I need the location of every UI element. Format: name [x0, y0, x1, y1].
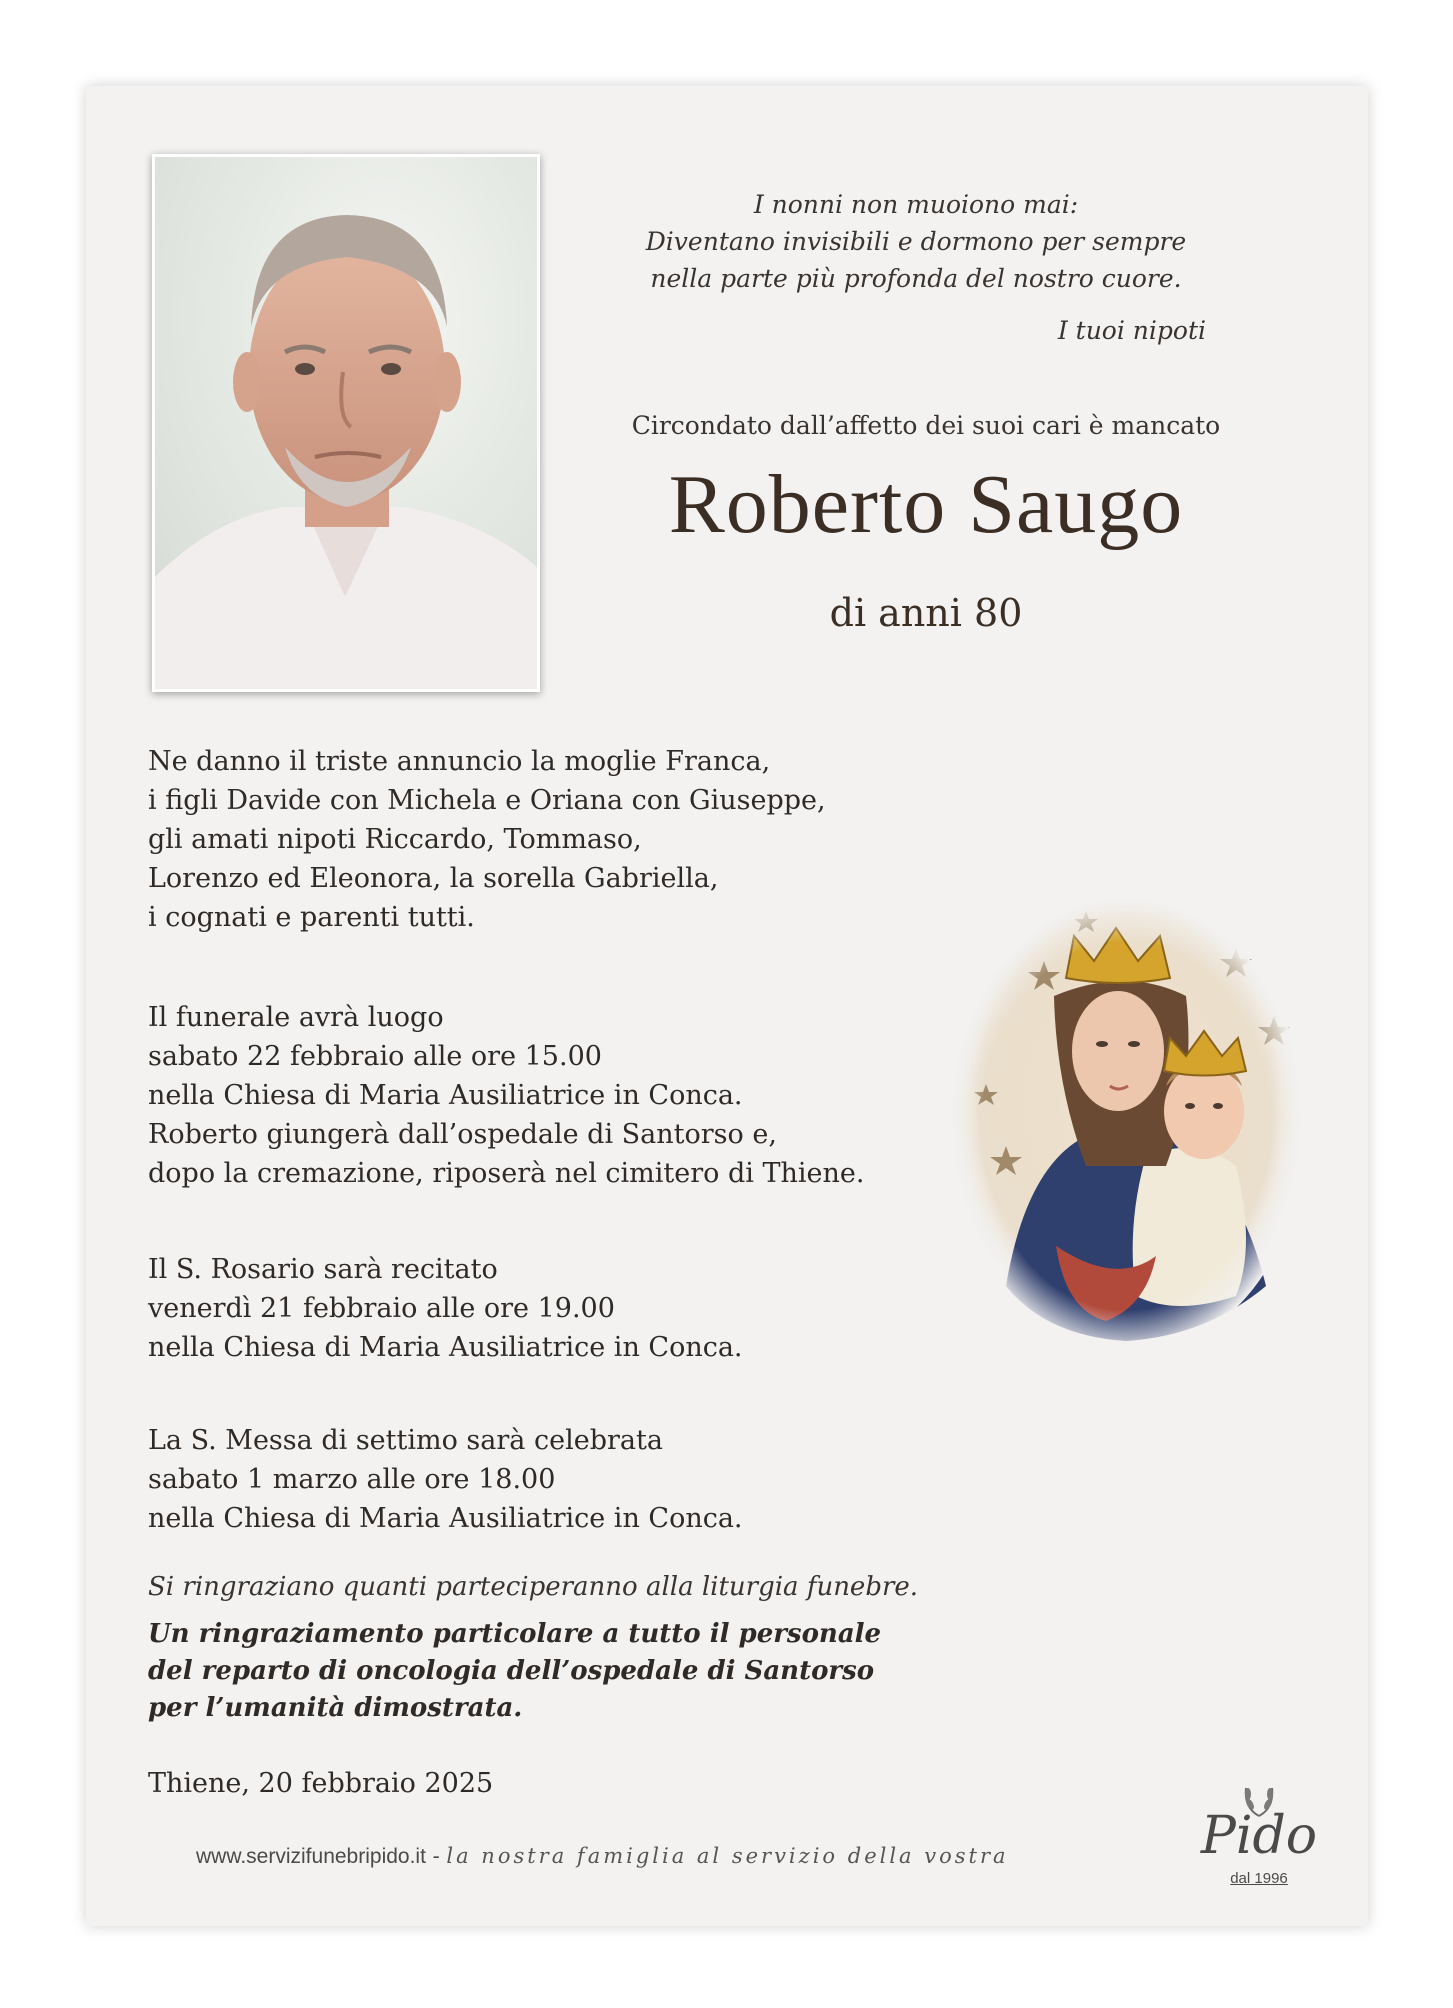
text-line: venerdì 21 febbraio alle ore 19.00: [148, 1293, 615, 1324]
text-line: Il funerale avrà luogo: [148, 1002, 444, 1033]
text-line: Il S. Rosario sarà recitato: [148, 1254, 498, 1285]
text-line: per l’umanità dimostrata.: [148, 1693, 523, 1723]
text-line: i figli Davide con Michela e Oriana con Giuseppe,: [148, 785, 826, 816]
mass-details: [148, 1421, 868, 1538]
deceased-age: di anni 80: [829, 591, 1023, 635]
text-line: dopo la cremazione, riposerà nel cimitero di Thiene.: [148, 1158, 865, 1189]
text-line: del reparto di oncologia dell’ospedale di Santorso: [148, 1656, 875, 1686]
announcement-intro: Circondato dall’affetto dei suoi cari è mancato: [631, 411, 1221, 440]
footer-separator: -: [425, 1844, 447, 1868]
quote: [626, 186, 1206, 297]
text-line: nella Chiesa di Maria Ausiliatrice in Conca.: [148, 1080, 743, 1111]
website-link[interactable]: www.servizifunebripido.it: [196, 1845, 426, 1868]
text-line: Un ringraziamento particolare a tutto il personale: [148, 1619, 882, 1649]
funeral-details: [148, 998, 868, 1193]
deceased-name: Roberto Saugo: [668, 458, 1184, 551]
text-line: La S. Messa di settimo sarà celebrata: [148, 1425, 663, 1456]
portrait-photo: [152, 154, 540, 692]
quote-line: I nonni non muoiono mai:: [753, 190, 1079, 219]
special-thanks: [148, 1616, 881, 1727]
logo-since: dal 1996: [1230, 1870, 1288, 1887]
text-line: Lorenzo ed Eleonora, la sorella Gabriella,: [148, 863, 719, 894]
footer: [196, 1844, 1146, 1869]
text-line: gli amati nipoti Riccardo, Tommaso,: [148, 824, 642, 855]
text-line: sabato 22 febbraio alle ore 15.00: [148, 1041, 602, 1072]
madonna-and-child-image: [936, 866, 1316, 1356]
company-logo: [1184, 1780, 1334, 1890]
text-line: i cognati e parenti tutti.: [148, 902, 475, 933]
family-announcement: [148, 742, 868, 937]
general-thanks: Si ringraziano quanti parteciperanno alla liturgia funebre.: [148, 1572, 919, 1602]
rosary-details: [148, 1250, 868, 1367]
text-line: Ne danno il triste annuncio la moglie Franca,: [148, 746, 771, 777]
logo-name: Pido: [1200, 1806, 1318, 1866]
text-line: nella Chiesa di Maria Ausiliatrice in Conca.: [148, 1332, 743, 1363]
quote-signature: I tuoi nipoti: [1057, 316, 1206, 345]
text-line: Roberto giungerà dall’ospedale di Santorso e,: [148, 1119, 777, 1150]
quote-line: Diventano invisibili e dormono per sempre: [645, 227, 1187, 256]
obituary-card: [86, 86, 1368, 1926]
text-line: nella Chiesa di Maria Ausiliatrice in Conca.: [148, 1503, 743, 1534]
quote-line: nella parte più profonda del nostro cuore.: [650, 264, 1182, 293]
text-line: sabato 1 marzo alle ore 18.00: [148, 1464, 556, 1495]
footer-motto: la nostra famiglia al servizio della vostra: [446, 1844, 1009, 1868]
place-date: Thiene, 20 febbraio 2025: [148, 1768, 494, 1799]
